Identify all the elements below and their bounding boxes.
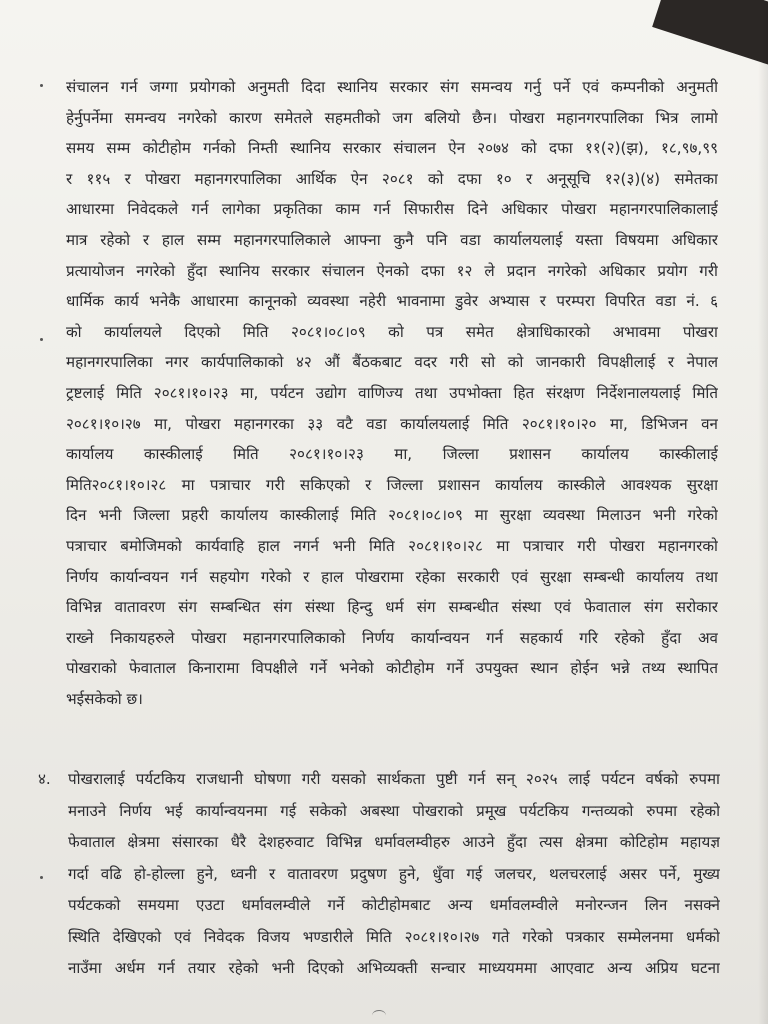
text-line: मात्र रहेको र हाल सम्म महानगरपालिकाले आफ्ना कुनै पनि वडा कार्यालयलाई यस्ता विषयमा अधिकार xyxy=(66,230,718,249)
paragraph-4-row xyxy=(38,764,720,796)
text-line: ट्रष्टलाई मिति २०८१।१०।२३ मा, पर्यटन उद्योग वाणिज्य तथा उपभोक्ता हित संरक्षण निर्देशनालयलाई मिति xyxy=(66,383,718,402)
text-line: पोखराको फेवाताल किनारामा विपक्षीले गर्ने भनेको कोटीहोम गर्ने उपयुक्त स्थान होईन भन्ने तथ्य स्थापित xyxy=(66,659,718,678)
text-line: फेवाताल क्षेत्रमा संसारका धैरै देशहरुवाट विभिन्न धर्मावलम्वीहरु आउने हुँदा त्यस क्षेत्रमा कोटिहोम महायज्ञ xyxy=(68,833,720,851)
text-line: विभिन्न वातावरण संग सम्बन्धित संग संस्था हिन्दु धर्म संग सम्बन्धीत संस्था एवं फेवाताल संग सरोकार xyxy=(66,598,718,617)
background-edge xyxy=(652,0,768,70)
paragraph-4 xyxy=(38,764,720,985)
text-line: को कार्यालयले दिएको मिति २०८१।०८।०९ को पत्र समेत क्षेत्राधिकारको अभावमा पोखरा xyxy=(66,322,718,341)
text-line: प्रत्यायोजन नगरेको हुँदा स्थानिय सरकार संचालन ऐनको दफा १२ ले प्रदान नगरेको अधिकार प्रयोग गरी xyxy=(66,261,718,280)
text-line: पर्यटकको समयमा एउटा धर्मावलम्वीले गर्ने कोटीहोमबाट अन्य धर्मावलम्वीले मनोरन्जन लिन नसक्ने xyxy=(68,896,720,914)
paragraph-4-row xyxy=(38,827,720,859)
text-line: संचालन गर्न जग्गा प्रयोगको अनुमती दिदा स्थानिय सरकार संग समन्वय गर्नु पर्ने एवं कम्पनीको अनुमती xyxy=(66,78,718,96)
text-line: समय सम्म कोटीहोम गर्नको निम्ती स्थानिय सरकार संचालन ऐन २०७४ को दफा ११(२)(झ), १८,९७,९९ xyxy=(66,139,718,158)
text-line: मिति२०८१।१०।२८ मा पत्राचार गरी सकिएको र जिल्ला प्रशासन कार्यालय कास्कीले आवश्यक सुरक्षा xyxy=(66,475,718,494)
text-line: गर्दा वढि हो-होल्ला हुने, ध्वनी र वातावरण प्रदुषण हुने, धुँवा गई जलचर, थलचरलाई असर पर्ने, मुख्य xyxy=(68,864,720,883)
continued-paragraph xyxy=(66,72,718,714)
margin-mark xyxy=(40,84,43,87)
text-line: राख्ने निकायहरुले पोखरा महानगरपालिकाको निर्णय कार्यान्वयन गर्न सहकार्य गरि रहेको हुँदा अव xyxy=(66,628,718,647)
paragraph-4-row xyxy=(38,890,720,922)
text-line: मनाउने निर्णय भई कार्यान्वयनमा गई सकेको अबस्था पोखराको प्रमूख पर्यटकिय गन्तव्यको रुपमा रहेको xyxy=(68,801,720,820)
paragraph-4-row xyxy=(38,953,720,985)
paragraph-number: ४. xyxy=(38,770,51,788)
paragraph-4-row xyxy=(38,859,720,891)
text-line: हेर्नुपर्नेमा समन्वय नगरेको कारण समेतले सहमतीको जग बलियो छैन। पोखरा महानगरपालिका भित्र लामो xyxy=(66,108,718,127)
text-line: धार्मिक कार्य भनेकै आधारमा कानूनको व्यवस्था नहेरी भावनामा डुवेर अभ्यास र परम्परा विपरित वडा नं. ६ xyxy=(66,292,718,311)
page-edge-shadow xyxy=(758,0,768,1024)
text-line: पत्राचार बमोजिमको कार्यवाहि हाल नगर्न भनी मिति २०८१।१०।२८ मा पत्राचार गरी पोखरा महानगरको xyxy=(66,536,718,555)
text-line: स्थिति देखिएको एवं निवेदक विजय भण्डारीले मिति २०८१।१०।२७ गते गरेको पत्रकार सम्मेलनमा धर्मको xyxy=(68,927,720,946)
text-line: पोखरालाई पर्यटकिय राजधानी घोषणा गरी यसको सार्थकता पुष्टी गर्न सन् २०२५ लाई पर्यटन वर्षको रुपमा xyxy=(68,770,720,788)
text-line: निर्णय कार्यान्वयन गर्न सहयोग गरेको र हाल पोखरामा रहेका सरकारी एवं सुरक्षा सम्बन्धी कार्यालय तथा xyxy=(66,567,718,586)
paragraph-4-row xyxy=(38,922,720,954)
text-line: महानगरपालिका नगर कार्यपालिकाको ४२ औं बैंठकबाट वदर गरी सो को जानकारी विपक्षीलाई र नेपाल xyxy=(66,353,718,372)
text-line: र ११५ र पोखरा महानगरपालिका आर्थिक ऐन २०८१ को दफा १० र अनूसूचि १२(३)(४) समेतका xyxy=(66,169,718,188)
page-number-mark xyxy=(372,1010,386,1021)
text-line: दिन भनी जिल्ला प्रहरी कार्यालय कास्कीलाई मिति २०८१।०८।०९ मा सुरक्षा व्यवस्था मिलाउन भनी गरेको xyxy=(66,506,718,525)
text-line: आधारमा निवेदकले गर्न लागेका प्रकृतिका काम गर्न सिफारीस दिने अधिकार पोखरा महानगरपालिकालाई xyxy=(66,200,718,219)
text-line: २०८१।१०।२७ मा, पोखरा महानगरका ३३ वटै वडा कार्यालयलाई मिति २०८१।१०।२० मा, डिभिजन वन xyxy=(66,414,718,433)
text-line: नाउँमा अर्धम गर्न तयार रहेको भनी दिएको अभिव्यक्ती सन्चार माध्ययममा आएवाट अन्य अप्रिय घटना xyxy=(68,959,720,977)
text-line: भईसकेको छ। xyxy=(66,689,143,708)
margin-mark xyxy=(40,338,43,341)
text-line: कार्यालय कास्कीलाई मिति २०८१।१०।२३ मा, जिल्ला प्रशासन कार्यालय कास्कीलाई xyxy=(66,445,718,464)
paragraph-4-row xyxy=(38,796,720,828)
